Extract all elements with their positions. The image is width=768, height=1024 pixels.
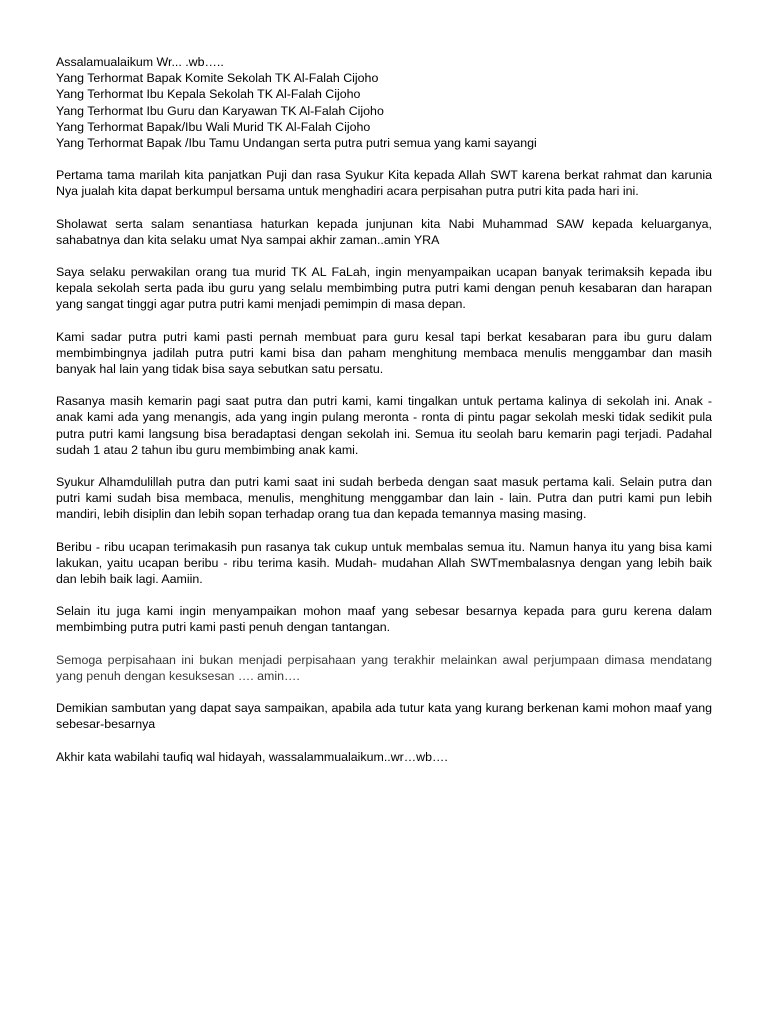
document-body <box>56 54 712 765</box>
paragraph-spacer <box>56 587 712 603</box>
paragraph-spacer <box>56 151 712 167</box>
paragraph-spacer <box>56 458 712 474</box>
paragraph-spacer <box>56 200 712 216</box>
salutation-line: Yang Terhormat Bapak /Ibu Tamu Undangan serta putra putri semua yang kami sayangi <box>56 136 537 151</box>
salutation-block <box>56 54 712 151</box>
paragraph: Pertama tama marilah kita panjatkan Puji dan rasa Syukur Kita kepada Allah SWT karena berkat rahmat dan karunia Nya jualah kita dapat berkumpul bersama untuk menghadiri acara perpisahan putra putri kita pada hari ini. <box>56 168 712 199</box>
paragraph: Rasanya masih kemarin pagi saat putra dan putri kami, kami tingalkan untuk pertama kalinya di sekolah ini. Anak - anak kami ada yang menangis, ada yang ingin pulang meronta - ronta di pintu pagar sekolah meski tidak sedikit pula putra putri kami langsung bisa beradaptasi dengan sekolah ini. Semua itu seolah baru kemarin pagi terjadi. Padahal sudah 1 atau 2 tahun ibu guru membimbing anak kami. <box>56 394 712 457</box>
paragraph: Demikian sambutan yang dapat saya sampaikan, apabila ada tutur kata yang kurang berkenan kami mohon maaf yang sebesar-besarnya <box>56 701 712 732</box>
salutation-line: Assalamualaikum Wr... .wb….. <box>56 55 224 69</box>
closing-paragraph: Akhir kata wabilahi taufiq wal hidayah, wassalammualaikum..wr…wb…. <box>56 749 448 764</box>
salutation-line: Yang Terhormat Ibu Guru dan Karyawan TK Al-Falah Cijoho <box>56 103 384 118</box>
paragraph: Beribu - ribu ucapan terimakasih pun rasanya tak cukup untuk membalas semua itu. Namun hanya itu yang bisa kami lakukan, yaitu ucapan beribu - ribu terima kasih. Mudah- mudahan Allah SWTmembalasnya dengan yang lebih baik dan lebih baik lagi. Aamiin. <box>56 539 712 587</box>
paragraph-spacer <box>56 523 712 539</box>
paragraph: Kami sadar putra putri kami pasti pernah membuat para guru kesal tapi berkat kesabaran para ibu guru dalam membimbingnya jadilah putra putri kami bisa dan paham menghitung membaca menulis menggambar dan masih banyak hal lain yang tidak bisa saya sebutkan satu persatu. <box>56 329 712 377</box>
paragraph: Syukur Alhamdulillah putra dan putri kami saat ini sudah berbeda dengan saat masuk pertama kali. Selain putra dan putri kami sudah bisa membaca, menulis, menghitung menggambar dan lain - lain. Putra dan putri kami pun lebih mandiri, lebih disiplin dan lebih sopan terhadap orang tua dan kepada temannya masing masing. <box>56 475 712 522</box>
paragraph-spacer <box>56 636 712 652</box>
paragraph: Selain itu juga kami ingin menyampaikan mohon maaf yang sebesar besarnya kepada para guru kerena dalam membimbing putra putri kami pasti penuh dengan tantangan. <box>56 604 712 635</box>
paragraph-spacer <box>56 313 712 329</box>
salutation-line: Yang Terhormat Bapak Komite Sekolah TK Al-Falah Cijoho <box>56 71 379 86</box>
paragraph: Sholawat serta salam senantiasa haturkan kepada junjunan kita Nabi Muhammad SAW kepada keluarganya, sahabatnya dan kita selaku umat Nya sampai akhir zaman..amin YRA <box>56 216 712 247</box>
paragraph-spacer <box>56 248 712 264</box>
salutation-line: Yang Terhormat Bapak/Ibu Wali Murid TK Al-Falah Cijoho <box>56 119 371 134</box>
paragraph: Semoga perpisahaan ini bukan menjadi perpisahaan yang terakhir melainkan awal perjumpaan dimasa mendatang yang penuh dengan kesuksesan …. amin…. <box>56 652 712 683</box>
paragraph-spacer <box>56 684 712 700</box>
paragraph-spacer <box>56 733 712 749</box>
paragraph-spacer <box>56 377 712 393</box>
salutation-line: Yang Terhormat Ibu Kepala Sekolah TK Al-Falah Cijoho <box>56 87 361 102</box>
paragraph: Saya selaku perwakilan orang tua murid TK AL FaLah, ingin menyampaikan ucapan banyak terimaksih kepada ibu kepala sekolah serta pada ibu guru yang selalu membimbing putra putri kami dengan penuh kesabaran dan harapan yang sangat tinggi agar putra putri kami menjadi pemimpin di masa depan. <box>56 265 712 312</box>
